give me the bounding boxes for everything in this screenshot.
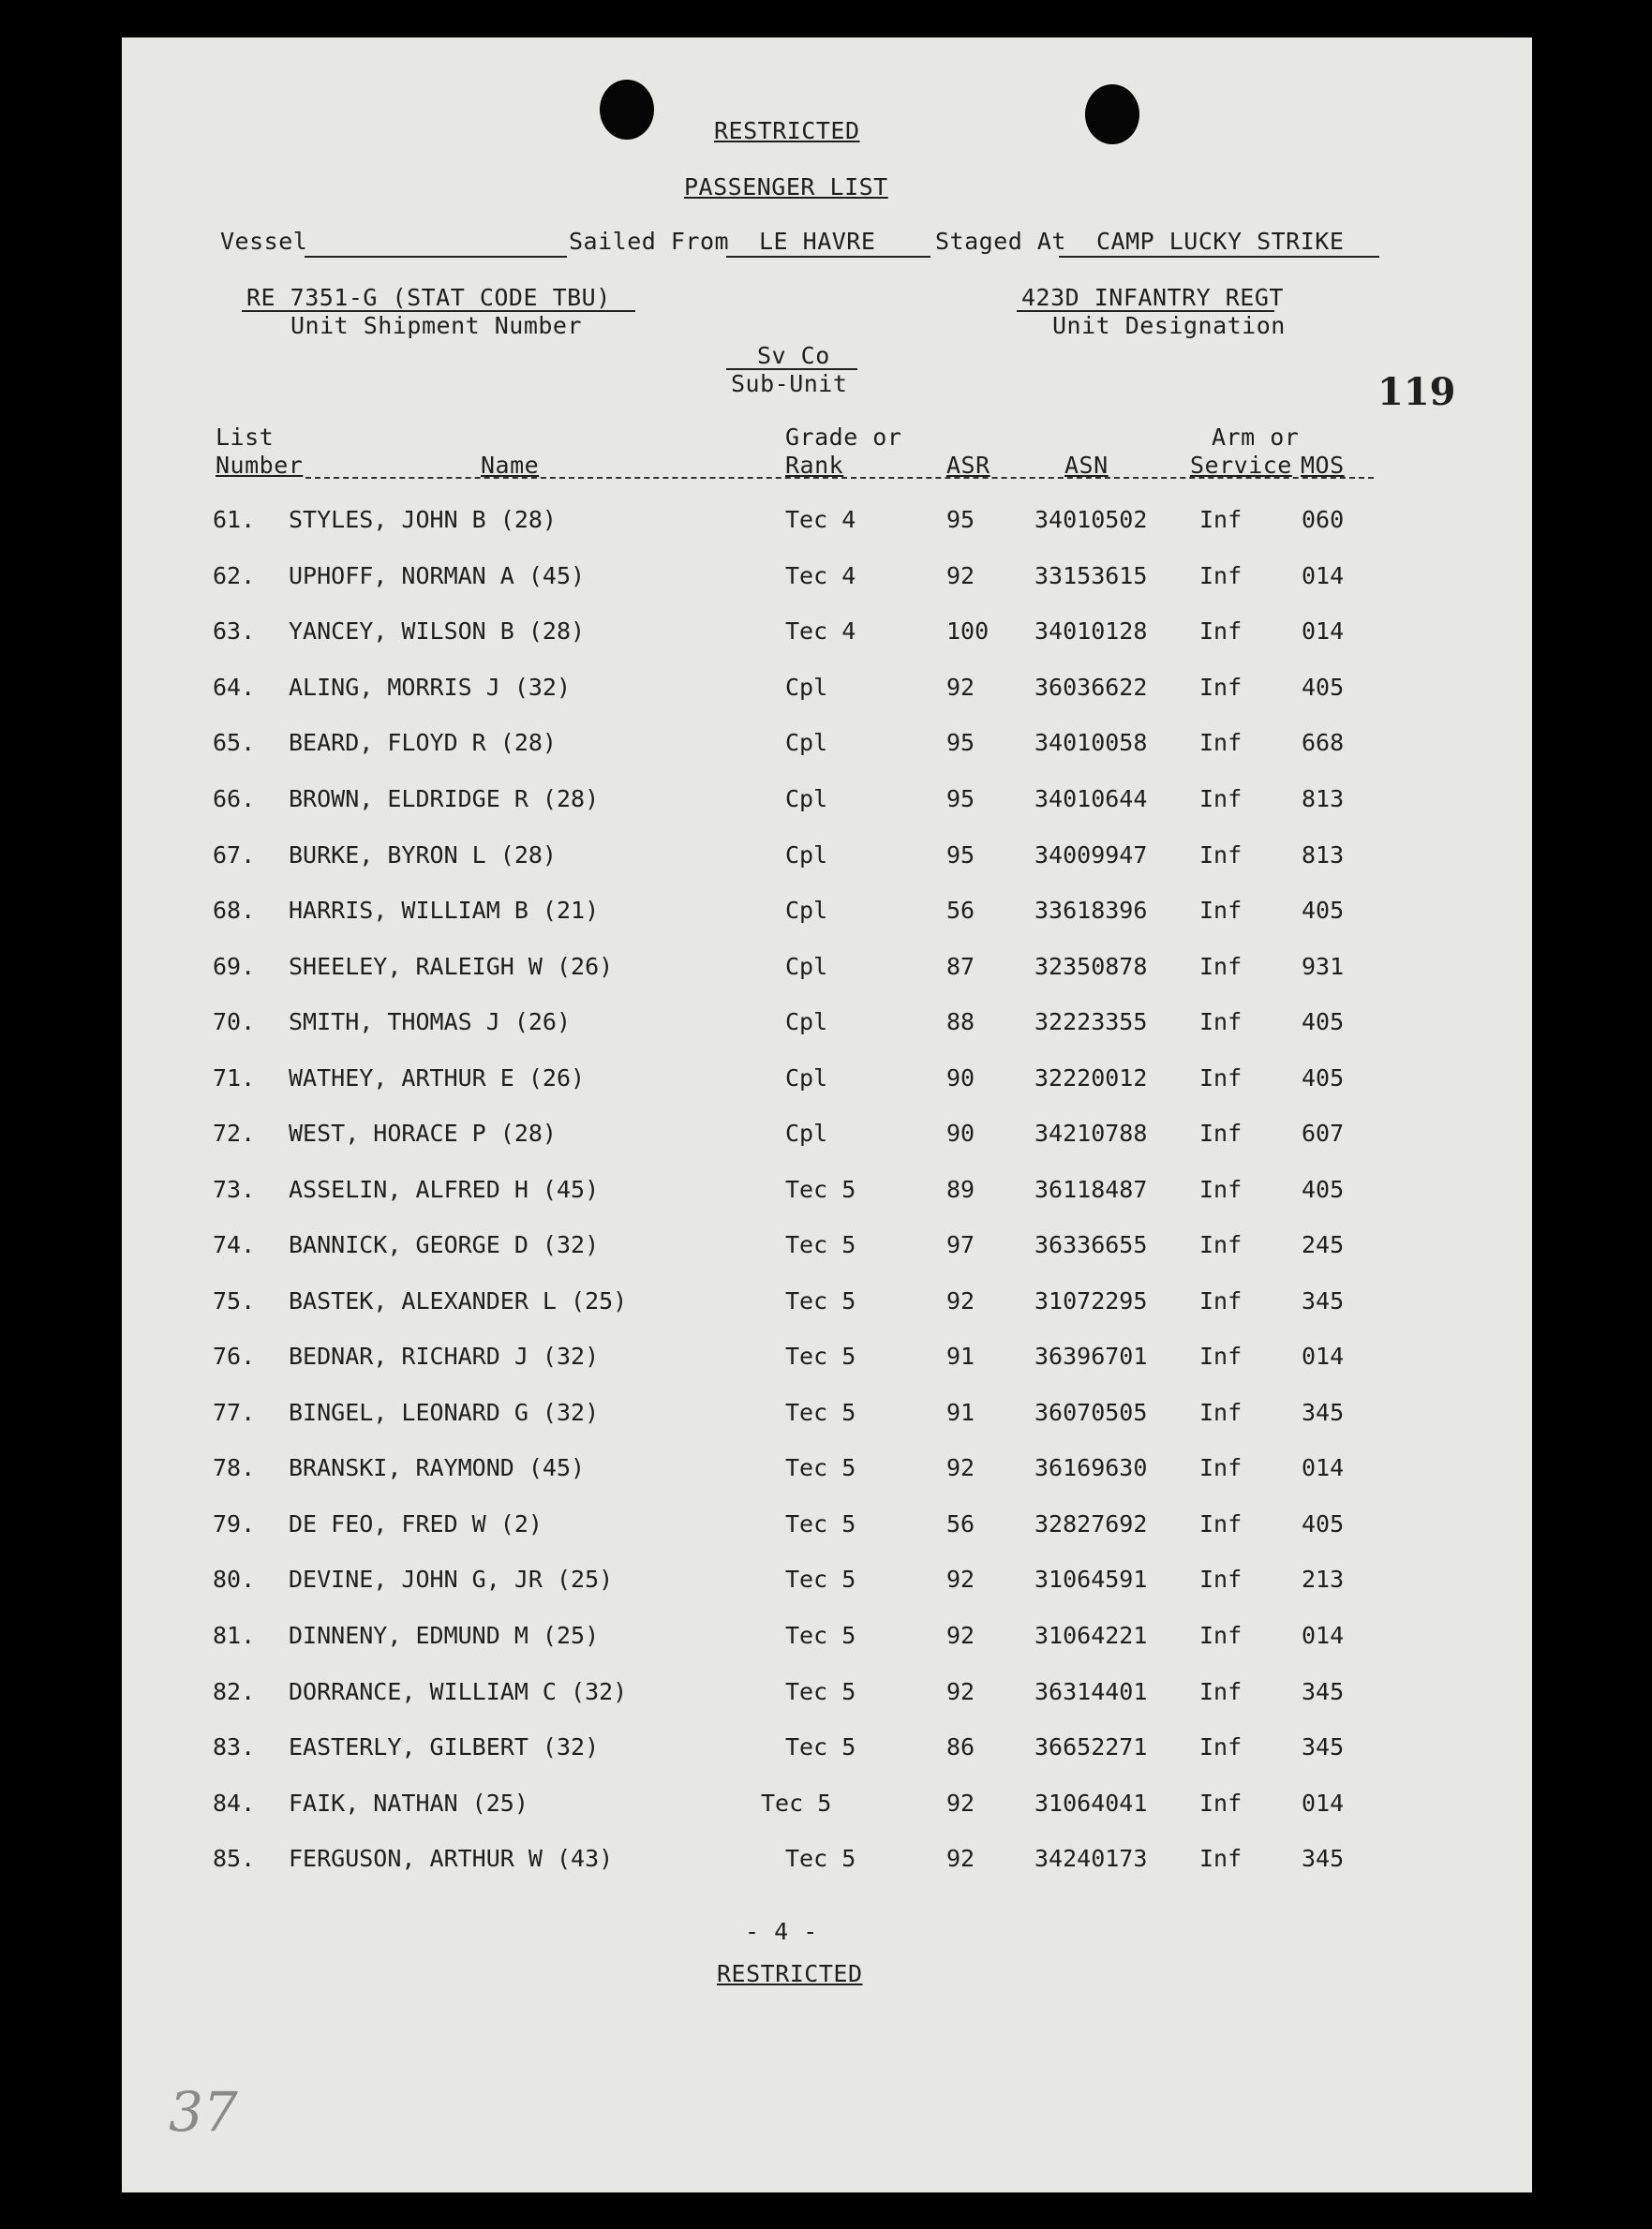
mos: 014 bbox=[1302, 562, 1345, 589]
asn: 32220012 bbox=[1034, 1064, 1148, 1092]
asr: 92 bbox=[946, 1454, 975, 1481]
list-number: 76. bbox=[213, 1343, 256, 1370]
table-row bbox=[122, 1733, 1532, 1771]
mos: 405 bbox=[1302, 1064, 1345, 1092]
mos: 345 bbox=[1302, 1287, 1345, 1315]
grade: Tec 5 bbox=[761, 1790, 832, 1817]
grade: Tec 4 bbox=[785, 617, 856, 645]
arm-service: Inf bbox=[1199, 1176, 1243, 1203]
passenger-name: BINGEL, LEONARD G (32) bbox=[289, 1399, 600, 1426]
list-number: 64. bbox=[213, 674, 256, 701]
asr: 95 bbox=[946, 841, 975, 869]
list-number: 68. bbox=[213, 897, 256, 924]
passenger-name: DEVINE, JOHN G, JR (25) bbox=[289, 1566, 614, 1593]
table-row bbox=[122, 785, 1532, 823]
passenger-name: SHEELEY, RALEIGH W (26) bbox=[289, 953, 614, 980]
grade: Cpl bbox=[785, 897, 828, 924]
table-row bbox=[122, 841, 1532, 879]
asr: 95 bbox=[946, 729, 975, 756]
passenger-name: BROWN, ELDRIDGE R (28) bbox=[289, 785, 600, 812]
list-number: 63. bbox=[213, 617, 256, 645]
col-header-asr: ASR bbox=[946, 452, 990, 479]
asn: 36118487 bbox=[1034, 1176, 1148, 1203]
asn: 32223355 bbox=[1034, 1008, 1148, 1035]
list-number: 69. bbox=[213, 953, 256, 980]
arm-service: Inf bbox=[1199, 1678, 1243, 1705]
sub-unit-value: Sv Co bbox=[757, 342, 830, 369]
list-number: 82. bbox=[213, 1678, 256, 1705]
asr: 56 bbox=[946, 897, 975, 924]
col-header-name: Name bbox=[481, 452, 540, 479]
grade: Tec 5 bbox=[785, 1510, 856, 1538]
grade: Tec 5 bbox=[785, 1622, 856, 1649]
asr: 92 bbox=[946, 1845, 975, 1872]
asn: 34009947 bbox=[1034, 841, 1148, 869]
passenger-name: UPHOFF, NORMAN A (45) bbox=[289, 562, 586, 589]
asr: 92 bbox=[946, 674, 975, 701]
col-header-rank: Rank bbox=[785, 452, 844, 479]
asn: 36036622 bbox=[1034, 674, 1148, 701]
arm-service: Inf bbox=[1199, 953, 1243, 980]
arm-service: Inf bbox=[1199, 1008, 1243, 1035]
asr: 92 bbox=[946, 1287, 975, 1315]
asr: 92 bbox=[946, 562, 975, 589]
asn: 33153615 bbox=[1034, 562, 1148, 589]
grade: Cpl bbox=[785, 953, 828, 980]
asn: 33618396 bbox=[1034, 897, 1148, 924]
list-number: 79. bbox=[213, 1510, 256, 1538]
staged-at-rule bbox=[1059, 256, 1379, 258]
table-row bbox=[122, 1008, 1532, 1046]
passenger-name: YANCEY, WILSON B (28) bbox=[289, 617, 586, 645]
asn: 36169630 bbox=[1034, 1454, 1148, 1481]
table-row bbox=[122, 1399, 1532, 1436]
passenger-name: WEST, HORACE P (28) bbox=[289, 1120, 557, 1147]
arm-service: Inf bbox=[1199, 729, 1243, 756]
grade: Tec 5 bbox=[785, 1399, 856, 1426]
arm-service: Inf bbox=[1199, 617, 1243, 645]
grade: Tec 4 bbox=[785, 506, 856, 533]
passenger-name: HARRIS, WILLIAM B (21) bbox=[289, 897, 600, 924]
col-header-arm: Arm or bbox=[1212, 424, 1300, 451]
col-header-asn: ASN bbox=[1064, 452, 1109, 479]
arm-service: Inf bbox=[1199, 897, 1243, 924]
list-number: 61. bbox=[213, 506, 256, 533]
col-header-list: List bbox=[216, 424, 275, 451]
grade: Tec 5 bbox=[785, 1845, 856, 1872]
arm-service: Inf bbox=[1199, 562, 1243, 589]
asn: 36070505 bbox=[1034, 1399, 1148, 1426]
asr: 97 bbox=[946, 1231, 975, 1258]
asr: 91 bbox=[946, 1343, 975, 1370]
asr: 95 bbox=[946, 506, 975, 533]
grade: Tec 5 bbox=[785, 1231, 856, 1258]
sub-unit-label: Sub-Unit bbox=[731, 370, 848, 397]
list-number: 71. bbox=[213, 1064, 256, 1092]
mos: 405 bbox=[1302, 1510, 1345, 1538]
list-number: 74. bbox=[213, 1231, 256, 1258]
mos: 014 bbox=[1302, 1454, 1345, 1481]
mos: 931 bbox=[1302, 953, 1345, 980]
passenger-name: BASTEK, ALEXANDER L (25) bbox=[289, 1287, 628, 1315]
passenger-name: WATHEY, ARTHUR E (26) bbox=[289, 1064, 586, 1092]
table-row bbox=[122, 674, 1532, 711]
mos: 014 bbox=[1302, 1622, 1345, 1649]
passenger-name: ALING, MORRIS J (32) bbox=[289, 674, 572, 701]
passenger-name: BANNICK, GEORGE D (32) bbox=[289, 1231, 600, 1258]
grade: Tec 5 bbox=[785, 1287, 856, 1315]
asn: 34210788 bbox=[1034, 1120, 1148, 1147]
document-page bbox=[122, 37, 1532, 2192]
arm-service: Inf bbox=[1199, 1566, 1243, 1593]
asr: 100 bbox=[946, 617, 990, 645]
asn: 36336655 bbox=[1034, 1231, 1148, 1258]
passenger-name: BEDNAR, RICHARD J (32) bbox=[289, 1343, 600, 1370]
list-number: 81. bbox=[213, 1622, 256, 1649]
grade: Cpl bbox=[785, 674, 828, 701]
arm-service: Inf bbox=[1199, 1120, 1243, 1147]
table-row bbox=[122, 1343, 1532, 1380]
passenger-name: DE FEO, FRED W (2) bbox=[289, 1510, 543, 1538]
arm-service: Inf bbox=[1199, 1845, 1243, 1872]
grade: Tec 5 bbox=[785, 1176, 856, 1203]
asr: 92 bbox=[946, 1678, 975, 1705]
passenger-name: STYLES, JOHN B (28) bbox=[289, 506, 557, 533]
sailed-from-rule bbox=[726, 256, 930, 258]
grade: Cpl bbox=[785, 841, 828, 869]
table-row bbox=[122, 897, 1532, 934]
mos: 345 bbox=[1302, 1678, 1345, 1705]
table-row bbox=[122, 506, 1532, 543]
passenger-name: BEARD, FLOYD R (28) bbox=[289, 729, 557, 756]
mos: 813 bbox=[1302, 785, 1345, 812]
table-row bbox=[122, 1064, 1532, 1102]
grade: Tec 5 bbox=[785, 1733, 856, 1761]
asr: 87 bbox=[946, 953, 975, 980]
mos: 405 bbox=[1302, 1008, 1345, 1035]
shipment-number-value: RE 7351-G (STAT CODE TBU) bbox=[246, 284, 611, 311]
asr: 90 bbox=[946, 1064, 975, 1092]
table-row bbox=[122, 1845, 1532, 1882]
table-row bbox=[122, 1678, 1532, 1716]
asr: 91 bbox=[946, 1399, 975, 1426]
asn: 36314401 bbox=[1034, 1678, 1148, 1705]
arm-service: Inf bbox=[1199, 1287, 1243, 1315]
asr: 92 bbox=[946, 1790, 975, 1817]
mos: 405 bbox=[1302, 897, 1345, 924]
grade: Tec 4 bbox=[785, 562, 856, 589]
asr: 56 bbox=[946, 1510, 975, 1538]
arm-service: Inf bbox=[1199, 1399, 1243, 1426]
list-number: 83. bbox=[213, 1733, 256, 1761]
passenger-name: DINNENY, EDMUND M (25) bbox=[289, 1622, 600, 1649]
asn: 31064041 bbox=[1034, 1790, 1148, 1817]
asr: 90 bbox=[946, 1120, 975, 1147]
page-title: PASSENGER LIST bbox=[684, 173, 888, 201]
asr: 95 bbox=[946, 785, 975, 812]
col-header-grade: Grade or bbox=[785, 424, 902, 451]
mos: 668 bbox=[1302, 729, 1345, 756]
staged-at-value: CAMP LUCKY STRIKE bbox=[1096, 228, 1345, 255]
col-header-service: Service bbox=[1190, 452, 1292, 479]
list-number: 80. bbox=[213, 1566, 256, 1593]
mos: 405 bbox=[1302, 1176, 1345, 1203]
passenger-name: DORRANCE, WILLIAM C (32) bbox=[289, 1678, 628, 1705]
shipment-number-label: Unit Shipment Number bbox=[290, 312, 583, 339]
table-row bbox=[122, 1120, 1532, 1157]
asn: 31064221 bbox=[1034, 1622, 1148, 1649]
mos: 060 bbox=[1302, 506, 1345, 533]
grade: Cpl bbox=[785, 1120, 828, 1147]
vessel-label: Vessel bbox=[220, 228, 308, 255]
asn: 32827692 bbox=[1034, 1510, 1148, 1538]
table-row bbox=[122, 1231, 1532, 1269]
mos: 345 bbox=[1302, 1399, 1345, 1426]
mos: 405 bbox=[1302, 674, 1345, 701]
passenger-name: SMITH, THOMAS J (26) bbox=[289, 1008, 572, 1035]
list-number: 70. bbox=[213, 1008, 256, 1035]
col-header-number: Number bbox=[216, 452, 304, 479]
arm-service: Inf bbox=[1199, 1064, 1243, 1092]
page-number: - 4 - bbox=[745, 1918, 818, 1945]
asr: 89 bbox=[946, 1176, 975, 1203]
classification-top: RESTRICTED bbox=[714, 117, 860, 144]
arm-service: Inf bbox=[1199, 1733, 1243, 1761]
handwritten-number: 37 bbox=[169, 2080, 238, 2144]
table-row bbox=[122, 1790, 1532, 1827]
arm-service: Inf bbox=[1199, 1510, 1243, 1538]
asr: 92 bbox=[946, 1566, 975, 1593]
list-number: 66. bbox=[213, 785, 256, 812]
passenger-name: BRANSKI, RAYMOND (45) bbox=[289, 1454, 586, 1481]
asn: 34010644 bbox=[1034, 785, 1148, 812]
asn: 31072295 bbox=[1034, 1287, 1148, 1315]
asn: 34010128 bbox=[1034, 617, 1148, 645]
arm-service: Inf bbox=[1199, 506, 1243, 533]
mos: 014 bbox=[1302, 617, 1345, 645]
list-number: 62. bbox=[213, 562, 256, 589]
sailed-from-value: LE HAVRE bbox=[759, 228, 876, 255]
table-row bbox=[122, 1566, 1532, 1603]
mos: 014 bbox=[1302, 1343, 1345, 1370]
grade: Cpl bbox=[785, 785, 828, 812]
asn: 36396701 bbox=[1034, 1343, 1148, 1370]
table-row bbox=[122, 1176, 1532, 1213]
mos: 345 bbox=[1302, 1733, 1345, 1761]
grade: Cpl bbox=[785, 729, 828, 756]
punch-hole-left bbox=[600, 80, 654, 140]
grade: Cpl bbox=[785, 1008, 828, 1035]
vessel-rule bbox=[305, 256, 567, 258]
list-number: 85. bbox=[213, 1845, 256, 1872]
table-row bbox=[122, 1454, 1532, 1492]
mos: 345 bbox=[1302, 1845, 1345, 1872]
table-row bbox=[122, 1510, 1532, 1548]
punch-hole-right bbox=[1085, 84, 1139, 144]
mos: 813 bbox=[1302, 841, 1345, 869]
unit-designation-label: Unit Designation bbox=[1052, 312, 1286, 339]
grade: Tec 5 bbox=[785, 1678, 856, 1705]
table-row bbox=[122, 562, 1532, 600]
passenger-name: ASSELIN, ALFRED H (45) bbox=[289, 1176, 600, 1203]
classification-bottom: RESTRICTED bbox=[717, 1960, 863, 1987]
asn: 34240173 bbox=[1034, 1845, 1148, 1872]
arm-service: Inf bbox=[1199, 674, 1243, 701]
grade: Tec 5 bbox=[785, 1454, 856, 1481]
arm-service: Inf bbox=[1199, 1622, 1243, 1649]
list-number: 72. bbox=[213, 1120, 256, 1147]
list-number: 75. bbox=[213, 1287, 256, 1315]
list-number: 77. bbox=[213, 1399, 256, 1426]
asn: 31064591 bbox=[1034, 1566, 1148, 1593]
arm-service: Inf bbox=[1199, 1790, 1243, 1817]
mos: 245 bbox=[1302, 1231, 1345, 1258]
passenger-name: BURKE, BYRON L (28) bbox=[289, 841, 557, 869]
table-row bbox=[122, 1287, 1532, 1325]
sailed-from-label: Sailed From bbox=[569, 228, 730, 255]
passenger-name: FERGUSON, ARTHUR W (43) bbox=[289, 1845, 614, 1872]
arm-service: Inf bbox=[1199, 785, 1243, 812]
grade: Tec 5 bbox=[785, 1566, 856, 1593]
passenger-name: EASTERLY, GILBERT (32) bbox=[289, 1733, 600, 1761]
arm-service: Inf bbox=[1199, 1454, 1243, 1481]
asr: 92 bbox=[946, 1622, 975, 1649]
grade: Cpl bbox=[785, 1064, 828, 1092]
table-row bbox=[122, 953, 1532, 990]
asn: 32350878 bbox=[1034, 953, 1148, 980]
unit-designation-value: 423D INFANTRY REGT bbox=[1021, 284, 1284, 311]
asn: 34010502 bbox=[1034, 506, 1148, 533]
staged-at-label: Staged At bbox=[935, 228, 1066, 255]
list-number: 65. bbox=[213, 729, 256, 756]
mos: 607 bbox=[1302, 1120, 1345, 1147]
list-number: 78. bbox=[213, 1454, 256, 1481]
col-header-mos: MOS bbox=[1301, 452, 1345, 479]
asn: 34010058 bbox=[1034, 729, 1148, 756]
asr: 88 bbox=[946, 1008, 975, 1035]
list-number: 67. bbox=[213, 841, 256, 869]
page-stamp-number: 119 bbox=[1377, 370, 1456, 414]
asn: 36652271 bbox=[1034, 1733, 1148, 1761]
table-row bbox=[122, 1622, 1532, 1659]
passenger-name: FAIK, NATHAN (25) bbox=[289, 1790, 528, 1817]
list-number: 73. bbox=[213, 1176, 256, 1203]
asr: 86 bbox=[946, 1733, 975, 1761]
list-number: 84. bbox=[213, 1790, 256, 1817]
arm-service: Inf bbox=[1199, 1343, 1243, 1370]
arm-service: Inf bbox=[1199, 1231, 1243, 1258]
mos: 213 bbox=[1302, 1566, 1345, 1593]
header-dashed-rule bbox=[305, 477, 1374, 479]
grade: Tec 5 bbox=[785, 1343, 856, 1370]
mos: 014 bbox=[1302, 1790, 1345, 1817]
table-row bbox=[122, 729, 1532, 766]
table-row bbox=[122, 617, 1532, 655]
arm-service: Inf bbox=[1199, 841, 1243, 869]
